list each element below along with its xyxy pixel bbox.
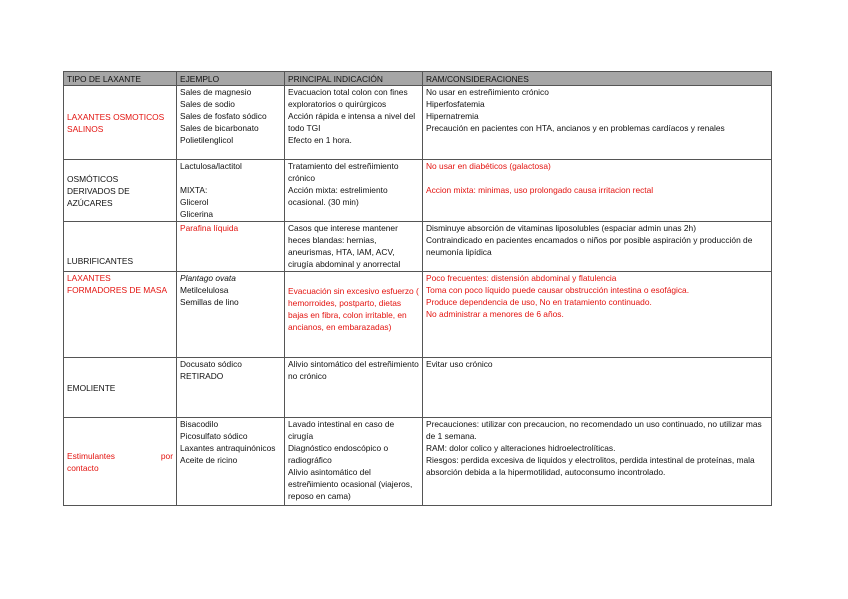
- indication-cell: [285, 160, 423, 222]
- ram-item: Hiperfosfatemia: [426, 99, 485, 109]
- example-item: Polietilenglicol: [180, 135, 234, 145]
- example-item: Docusato sódico: [180, 359, 242, 369]
- laxative-table-sheet: [63, 71, 771, 506]
- example-item: Bisacodilo: [180, 419, 219, 429]
- example-item: Sales de fosfato sódico: [180, 111, 267, 121]
- type-line: [67, 450, 173, 462]
- indication-item: Alivio asintomático del estreñimiento ocasional (viajeros, reposo en cama): [288, 467, 413, 501]
- example-item: Plantago ovata: [180, 273, 236, 283]
- ram-item: Riesgos: perdida excesiva de liquidos y electrolitos, perdida intestinal de proteínas, mala absorción debida a la hipermotilidad, autoconsumo incontrolado.: [426, 455, 755, 477]
- spacer: [180, 172, 281, 184]
- indication-cell: [285, 418, 423, 506]
- indication-item: Tratamiento del estreñimiento crónico: [288, 161, 399, 183]
- ram-item: Poco frecuentes: distensión abdominal y flatulencia: [426, 273, 617, 283]
- example-item: Sales de bicarbonato: [180, 123, 259, 133]
- header-indicacion: PRINCIPAL INDICACIÓN: [285, 72, 423, 86]
- example-cell: [177, 418, 285, 506]
- example-item: Sales de magnesio: [180, 87, 252, 97]
- example-item: Lactulosa/lactitol: [180, 161, 242, 171]
- indication-cell: [285, 86, 423, 160]
- table-row: [64, 418, 772, 506]
- example-cell: Parafina líquida: [177, 222, 285, 272]
- ram-cell: [423, 418, 772, 506]
- indication-cell: Alivio sintomático del estreñimiento no crónico: [285, 358, 423, 418]
- ram-item: Produce dependencia de uso, No en tratamiento continuado.: [426, 297, 652, 307]
- ram-item: Contraindicado en pacientes encamados o niños por posible aspiración y producción de neumonía lipídica: [426, 235, 753, 257]
- example-item: Semillas de lino: [180, 297, 239, 307]
- ram-item: RAM: dolor colico y alteraciones hidroelectrolíticas.: [426, 443, 616, 453]
- indication-item: Acción mixta: estrelimiento ocasional. (30 min): [288, 185, 388, 207]
- header-ram: RAM/CONSIDERACIONES: [423, 72, 772, 86]
- example-item: Picosulfato sódico: [180, 431, 248, 441]
- ram-cell: Evitar uso crónico: [423, 358, 772, 418]
- example-item: RETIRADO: [180, 371, 224, 381]
- type-line: DERIVADOS DE: [67, 185, 130, 196]
- indication-item: Acción rápida e intensa a nivel del todo TGI: [288, 111, 416, 133]
- example-cell: [177, 160, 285, 222]
- table-row: [64, 358, 772, 418]
- ram-item: Disminuye absorción de vitaminas liposolubles (espaciar admin unas 2h): [426, 223, 696, 233]
- example-cell: [177, 272, 285, 358]
- type-cell: LAXANTES OSMOTICOS SALINOS: [64, 86, 177, 160]
- ram-item: No usar en diabéticos (galactosa): [426, 161, 551, 171]
- type-cell: [64, 160, 177, 222]
- indication-item: Diagnóstico endoscópico o radiográfico: [288, 443, 389, 465]
- example-item: Metilcelulosa: [180, 285, 229, 295]
- example-item: Sales de sodio: [180, 99, 235, 109]
- ram-item: Hipernatremia: [426, 111, 479, 121]
- ram-cell: [423, 86, 772, 160]
- ram-item: Toma con poco líquido puede causar obstrucción intestina o esofágica.: [426, 285, 690, 295]
- type-word: contacto: [67, 462, 99, 473]
- ram-item: No usar en estreñimiento crónico: [426, 87, 549, 97]
- table-row: [64, 272, 772, 358]
- type-word: por: [160, 450, 173, 461]
- table-header-row: [64, 72, 772, 86]
- ram-cell: [423, 160, 772, 222]
- type-cell: EMOLIENTE: [64, 358, 177, 418]
- example-item: MIXTA:: [180, 185, 208, 195]
- table-row: [64, 160, 772, 222]
- example-item: Glicerina: [180, 209, 214, 219]
- indication-cell: Casos que interese mantener heces blandas: hernias, aneurismas, HTA, IAM, ACV, cirugía abdominal y anorrectal: [285, 222, 423, 272]
- header-ejemplo: EJEMPLO: [177, 72, 285, 86]
- table-row: [64, 86, 772, 160]
- type-word: Estimulantes: [67, 450, 115, 461]
- type-line: OSMÓTICOS: [67, 173, 119, 184]
- header-tipo: TIPO DE LAXANTE: [64, 72, 177, 86]
- ram-cell: [423, 222, 772, 272]
- indication-item: Evacuacion total colon con fines exploratorios o quirúrgicos: [288, 87, 408, 109]
- example-cell: [177, 86, 285, 160]
- example-item: Glicerol: [180, 197, 209, 207]
- example-item: Aceite de ricino: [180, 455, 238, 465]
- ram-item: No administrar a menores de 6 años.: [426, 309, 564, 319]
- indication-item: Efecto en 1 hora.: [288, 135, 352, 145]
- indication-item: Lavado intestinal en caso de cirugía: [288, 419, 395, 441]
- ram-item: Precaución en pacientes con HTA, ancianos y en problemas cardíacos y renales: [426, 123, 725, 133]
- table-row: [64, 222, 772, 272]
- ram-item: Precauciones: utilizar con precaucion, no recomendado un uso continuado, no utilizar mas de 1 semana.: [426, 419, 762, 441]
- example-item: Laxantes antraquinónicos: [180, 443, 276, 453]
- indication-cell: Evacuación sin excesivo esfuerzo ( hemorroides, postparto, dietas bajas en fibra, colon irritable, en ancianos, en embarazadas): [285, 272, 423, 358]
- type-line: AZÚCARES: [67, 197, 113, 208]
- type-cell: LUBRIFICANTES: [64, 222, 177, 272]
- ram-cell: [423, 272, 772, 358]
- type-cell: LAXANTES FORMADORES DE MASA: [64, 272, 177, 358]
- ram-item: Accion mixta: minimas, uso prolongado causa irritacion rectal: [426, 185, 654, 195]
- spacer: [426, 172, 768, 184]
- type-cell: [64, 418, 177, 506]
- laxative-table: [63, 71, 772, 506]
- example-cell: [177, 358, 285, 418]
